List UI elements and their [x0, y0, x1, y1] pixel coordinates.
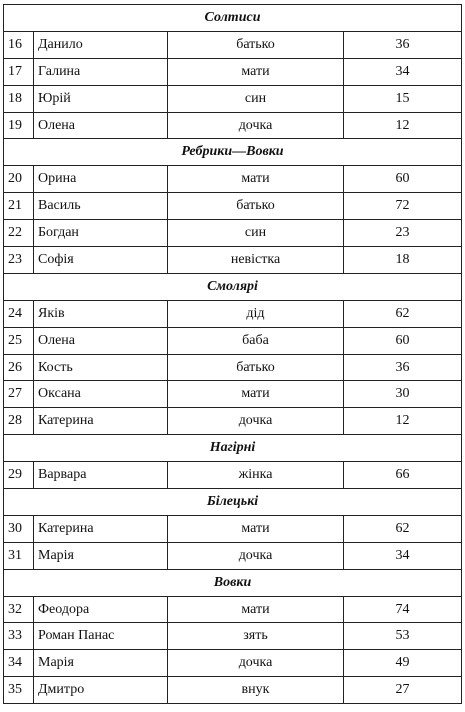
row-number: 27: [4, 381, 34, 408]
row-number: 28: [4, 408, 34, 435]
table-row: [4, 542, 462, 569]
person-name: Дмитро: [34, 677, 168, 704]
row-number: 19: [4, 112, 34, 139]
row-number: 35: [4, 677, 34, 704]
group-header-row: [4, 139, 462, 166]
table-row: [4, 515, 462, 542]
age: 18: [344, 247, 462, 274]
person-name: Варвара: [34, 462, 168, 489]
age: 72: [344, 193, 462, 220]
row-number: 17: [4, 58, 34, 85]
row-number: 18: [4, 85, 34, 112]
relation: мати: [168, 596, 344, 623]
table-row: [4, 596, 462, 623]
table-row: [4, 327, 462, 354]
group-title: Смолярі: [4, 273, 462, 300]
person-name: Данило: [34, 31, 168, 58]
relation: батько: [168, 31, 344, 58]
row-number: 23: [4, 247, 34, 274]
row-number: 31: [4, 542, 34, 569]
age: 66: [344, 462, 462, 489]
age: 74: [344, 596, 462, 623]
relation: дід: [168, 300, 344, 327]
relation: син: [168, 220, 344, 247]
age: 30: [344, 381, 462, 408]
table-row: [4, 85, 462, 112]
relation: дочка: [168, 542, 344, 569]
relation: дочка: [168, 408, 344, 435]
row-number: 22: [4, 220, 34, 247]
person-name: Феодора: [34, 596, 168, 623]
table-row: [4, 193, 462, 220]
relation: мати: [168, 381, 344, 408]
relation: баба: [168, 327, 344, 354]
age: 34: [344, 542, 462, 569]
row-number: 33: [4, 623, 34, 650]
table-row: [4, 650, 462, 677]
age: 27: [344, 677, 462, 704]
group-title: Вовки: [4, 569, 462, 596]
table-row: [4, 112, 462, 139]
group-header-row: [4, 273, 462, 300]
group-title: Нагірні: [4, 435, 462, 462]
group-header-row: [4, 569, 462, 596]
person-name: Олена: [34, 112, 168, 139]
person-name: Орина: [34, 166, 168, 193]
age: 12: [344, 408, 462, 435]
table-row: [4, 58, 462, 85]
person-name: Олена: [34, 327, 168, 354]
table-row: [4, 300, 462, 327]
relation: дочка: [168, 650, 344, 677]
person-name: Юрій: [34, 85, 168, 112]
person-name: Галина: [34, 58, 168, 85]
age: 34: [344, 58, 462, 85]
person-name: Богдан: [34, 220, 168, 247]
group-title: Ребрики—Вовки: [4, 139, 462, 166]
row-number: 24: [4, 300, 34, 327]
age: 49: [344, 650, 462, 677]
row-number: 30: [4, 515, 34, 542]
table-row: [4, 623, 462, 650]
relation: син: [168, 85, 344, 112]
table-row: [4, 220, 462, 247]
age: 15: [344, 85, 462, 112]
group-header-row: [4, 5, 462, 32]
person-name: Марія: [34, 650, 168, 677]
relation: мати: [168, 58, 344, 85]
table-row: [4, 247, 462, 274]
row-number: 21: [4, 193, 34, 220]
group-header-row: [4, 489, 462, 516]
group-title: Білецькі: [4, 489, 462, 516]
relation: невістка: [168, 247, 344, 274]
age: 12: [344, 112, 462, 139]
row-number: 29: [4, 462, 34, 489]
table-row: [4, 166, 462, 193]
relation: батько: [168, 193, 344, 220]
relation: дочка: [168, 112, 344, 139]
person-name: Оксана: [34, 381, 168, 408]
person-name: Василь: [34, 193, 168, 220]
row-number: 16: [4, 31, 34, 58]
table-row: [4, 462, 462, 489]
person-name: Катерина: [34, 408, 168, 435]
age: 53: [344, 623, 462, 650]
table-row: [4, 381, 462, 408]
relation: батько: [168, 354, 344, 381]
age: 60: [344, 166, 462, 193]
relation: внук: [168, 677, 344, 704]
family-table: [3, 4, 462, 704]
person-name: Роман Панас: [34, 623, 168, 650]
row-number: 20: [4, 166, 34, 193]
row-number: 26: [4, 354, 34, 381]
person-name: Марія: [34, 542, 168, 569]
row-number: 25: [4, 327, 34, 354]
group-title: Солтиси: [4, 5, 462, 32]
age: 62: [344, 300, 462, 327]
person-name: Софія: [34, 247, 168, 274]
person-name: Яків: [34, 300, 168, 327]
age: 60: [344, 327, 462, 354]
table-body: [4, 5, 462, 704]
person-name: Катерина: [34, 515, 168, 542]
table-row: [4, 408, 462, 435]
table-row: [4, 677, 462, 704]
row-number: 32: [4, 596, 34, 623]
relation: жінка: [168, 462, 344, 489]
relation: мати: [168, 166, 344, 193]
person-name: Кость: [34, 354, 168, 381]
age: 36: [344, 31, 462, 58]
age: 23: [344, 220, 462, 247]
table-row: [4, 31, 462, 58]
age: 36: [344, 354, 462, 381]
row-number: 34: [4, 650, 34, 677]
relation: зять: [168, 623, 344, 650]
age: 62: [344, 515, 462, 542]
group-header-row: [4, 435, 462, 462]
table-row: [4, 354, 462, 381]
relation: мати: [168, 515, 344, 542]
